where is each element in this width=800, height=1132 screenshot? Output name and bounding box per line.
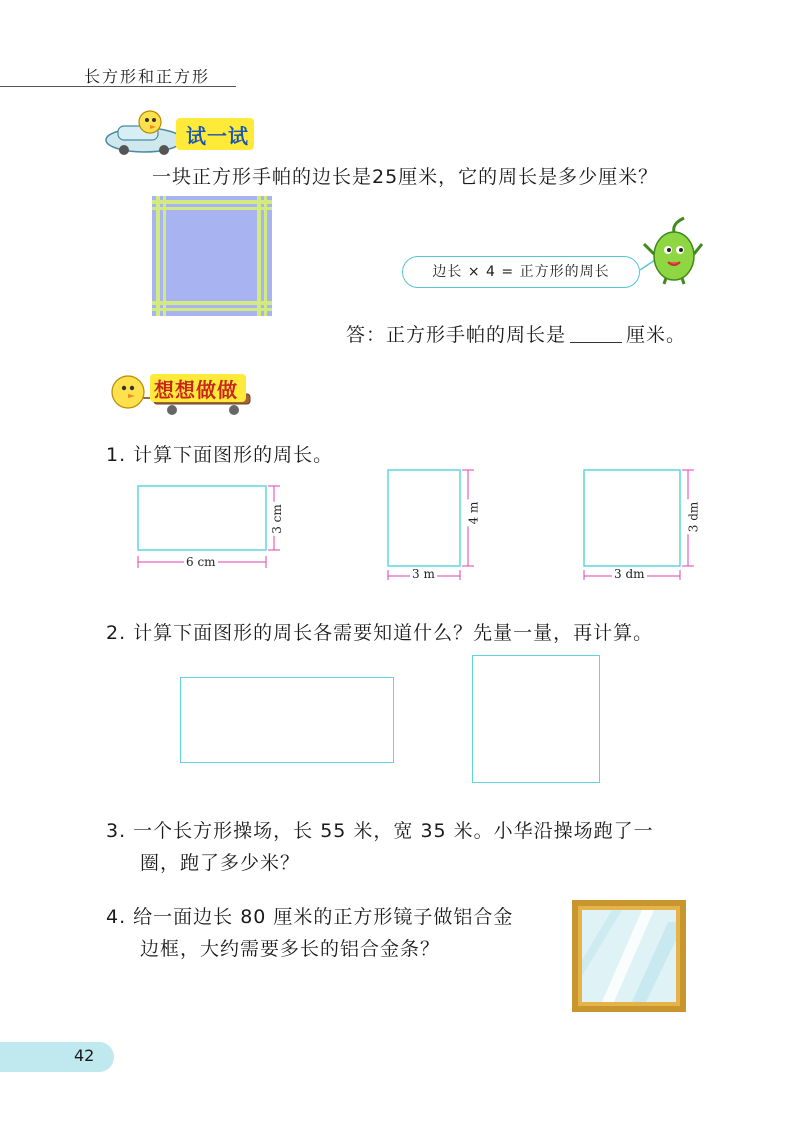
fig1-height-label: 3 cm — [269, 504, 284, 534]
fig1-width-label: 6 cm — [186, 555, 216, 569]
fig3-width-label: 3 dm — [614, 567, 645, 581]
handkerchief-image — [152, 196, 272, 316]
fig2-width-label: 3 m — [412, 567, 435, 581]
answer-prefix: 答：正方形手帕的周长是 — [346, 324, 567, 346]
header-rule — [0, 86, 236, 87]
fig2-height-label: 4 m — [466, 501, 481, 525]
section-label-try: 试一试 — [186, 124, 249, 148]
problem-4-line-2: 边框，大约需要多长的铝合金条？ — [140, 938, 441, 960]
figure-square-3 — [574, 462, 704, 582]
chapter-title: 长方形和正方形 — [84, 67, 211, 86]
fig3-height-label: 3 dm — [686, 501, 701, 533]
section-label-think: 想想做做 — [154, 378, 238, 402]
formula-bubble: 边长 × 4 = 正方形的周长 — [402, 256, 640, 288]
mirror-image — [572, 900, 686, 1012]
problem-3-line-2: 圈，跑了多少米？ — [140, 852, 301, 874]
try-question: 一块正方形手帕的边长是25厘米，它的周长是多少厘米？ — [152, 166, 659, 188]
measure-square — [472, 655, 600, 783]
problem-4-line-1: 4. 给一面边长 80 厘米的正方形镜子做铝合金 — [106, 906, 514, 928]
answer-suffix: 厘米。 — [626, 324, 687, 346]
answer-line — [346, 320, 686, 347]
page-number: 42 — [74, 1046, 95, 1065]
answer-blank[interactable] — [570, 342, 622, 343]
measure-rectangle — [180, 677, 394, 763]
problem-2: 2. 计算下面图形的周长各需要知道什么？先量一量，再计算。 — [106, 622, 654, 644]
page-number-tab — [0, 1042, 114, 1072]
problem-3-line-1: 3. 一个长方形操场，长 55 米，宽 35 米。小华沿操场跑了一 — [106, 820, 654, 842]
pepper-mascot-icon — [636, 214, 706, 286]
figure-rectangle-2 — [378, 462, 481, 582]
problem-1: 1. 计算下面图形的周长。 — [106, 444, 334, 466]
